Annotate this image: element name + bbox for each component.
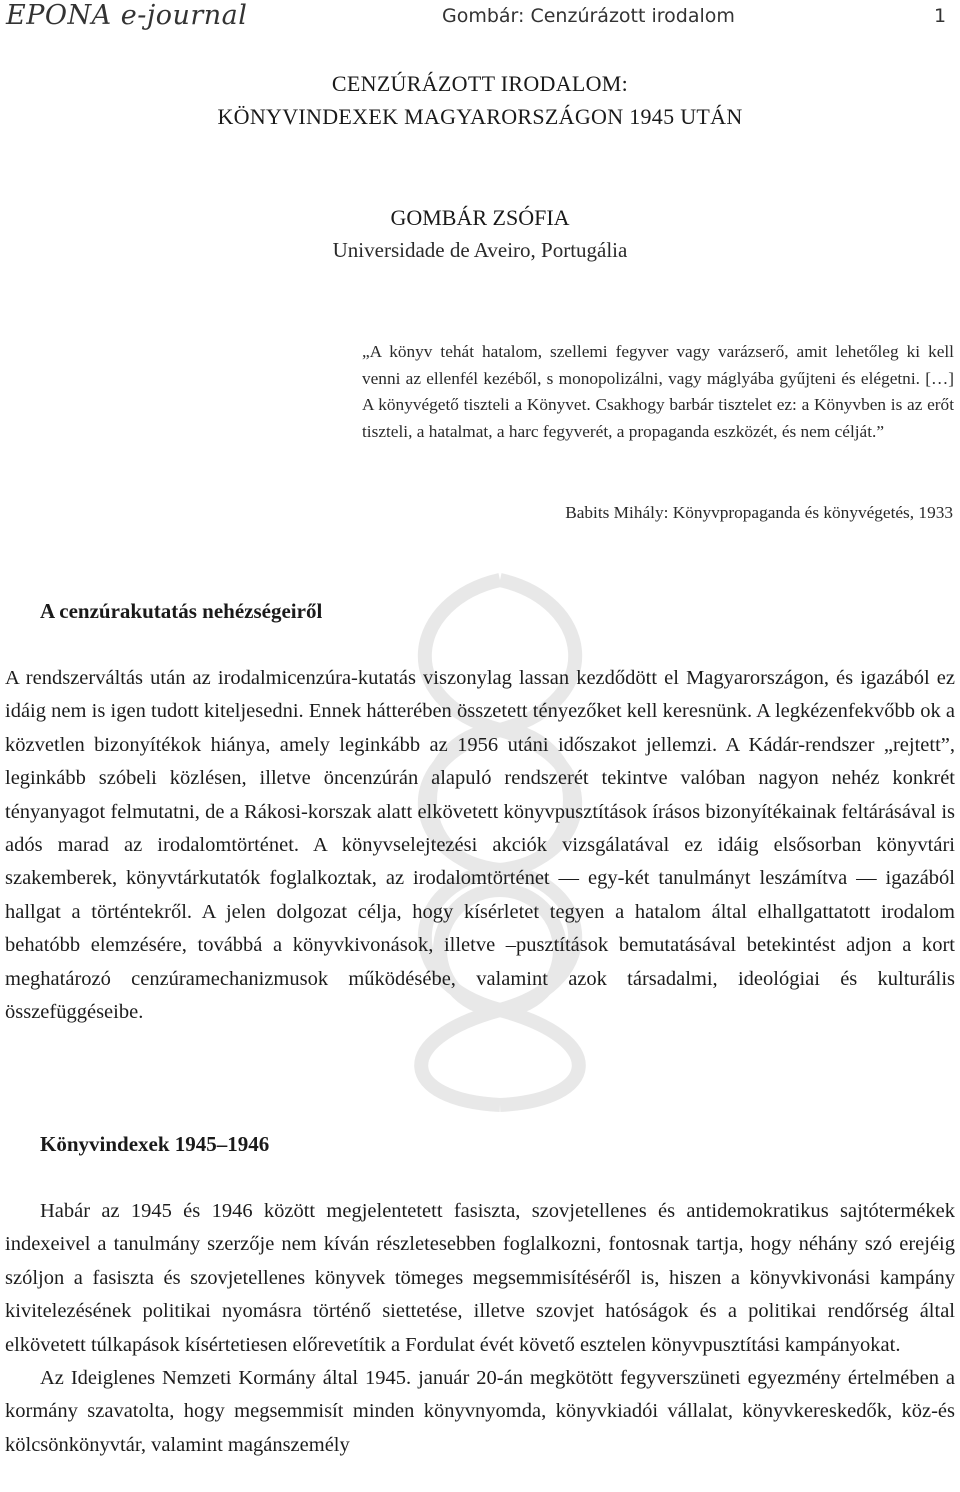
section-body (5, 662, 955, 1029)
section-heading: A cenzúrakutatás nehézségeiről (40, 599, 323, 623)
running-header (0, 0, 960, 34)
article-title-line-2: KÖNYVINDEXEK MAGYARORSZÁGON 1945 UTÁN (217, 104, 743, 129)
page-number: 1 (934, 5, 947, 27)
journal-name: EPONA e-journal (6, 0, 248, 31)
running-title: Gombár: Cenzúrázott irodalom (442, 5, 735, 27)
paragraph: Habár az 1945 és 1946 között megjelentetett fasiszta, szovjetellenes és antidemokratikus sajtótermékek indexeivel a tanulmány szerzője nem kíván részletesebben foglalkozni, fontosnak tartja, hogy néhány szó erejéig szóljon a fasiszta és szovjetellenes könyvek tömeges megsemmisítéséről is, hiszen a könyvkivonási kampány kivitelezésének politikai nyomásra történő siettetése, illetve szovjet hatóságok és a politikai rendőrség által elkövetett túlkapások kísértetiesen előrevetítik a Fordulat évét követő esztelen könyvpusztítási kampányokat. (5, 1200, 955, 1356)
article-title-line-1: CENZÚRÁZOTT IRODALOM: (331, 71, 629, 96)
section-heading: Könyvindexek 1945–1946 (40, 1132, 270, 1156)
epigraph: „A könyv tehát hatalom, szellemi fegyver vagy varázserő, amit lehetőleg ki kell venni az ellenfél kezéből, s monopolizálni, vagy máglyába gyűjteni és elégetni. […] A könyvégető tiszteli a Könyvet. Csakhogy barbár tisztelet ez: a Könyvben is az erőt tiszteli, a hatalmat, a harc fegyverét, a propaganda eszközét, és nem célját.” (362, 342, 954, 441)
author-affiliation: Universidade de Aveiro, Portugália (332, 238, 628, 262)
paragraph: Az Ideiglenes Nemzeti Kormány által 1945. január 20-án megkötött fegyverszüneti egyezmény értelmében a kormány szavatolta, hogy megsemmisít minden könyvnyomda, könyvkiadói vállalat, könyvkereskedők, köz-és kölcsönkönyvtár, valamint magánszemély (5, 1367, 955, 1456)
paragraph: A rendszerváltás után az irodalmicenzúra-kutatás viszonylag lassan kezdődött el Magyarországon, és igazából ez idáig nem is igen tudott kiteljesedni. Ennek hátterében összetett tényezőket kell keresnünk. A legkézenfekvőbb ok a közvetlen bizonyítékok hiánya, amely leginkább az 1956 utáni időszakot jellemzi. A Kádár-rendszer „rejtett”, leginkább szóbeli közlésen, illetve öncenzúrán alapuló rendszerét tekintve valóban nagyon nehéz konkrét tényanyagot felmutatni, de a Rákosi-korszak alatt elkövetett könyvpusztítások írásos bizonyítékainak feltárásával is adós marad az irodalomtörténet. A könyvselejtezési akciók vizsgálatával ez idáig elsősorban könyvtári szakemberek, könyvtárkutatók foglalkoztak, az irodalomtörténet — egy-két tanulmányt leszámítva — igazából hallgat a történtekről. A jelen dolgozat célja, hogy kísérletet tegyen a hatalom által elhallgattatott irodalom behatóbb elemzésére, továbbá a könyvkivonások, illetve –pusztítások bemutatásával betekintést adjon a kort meghatározó cenzúramechanizmusok működésébe, valamint azok társadalmi, ideológiai és kulturális összefüggéseibe. (5, 667, 955, 1024)
author-name: GOMBÁR ZSÓFIA (390, 205, 570, 230)
section-body (5, 1195, 955, 1462)
epigraph-source: Babits Mihály: Könyvpropaganda és könyvégetés, 1933 (565, 503, 953, 522)
